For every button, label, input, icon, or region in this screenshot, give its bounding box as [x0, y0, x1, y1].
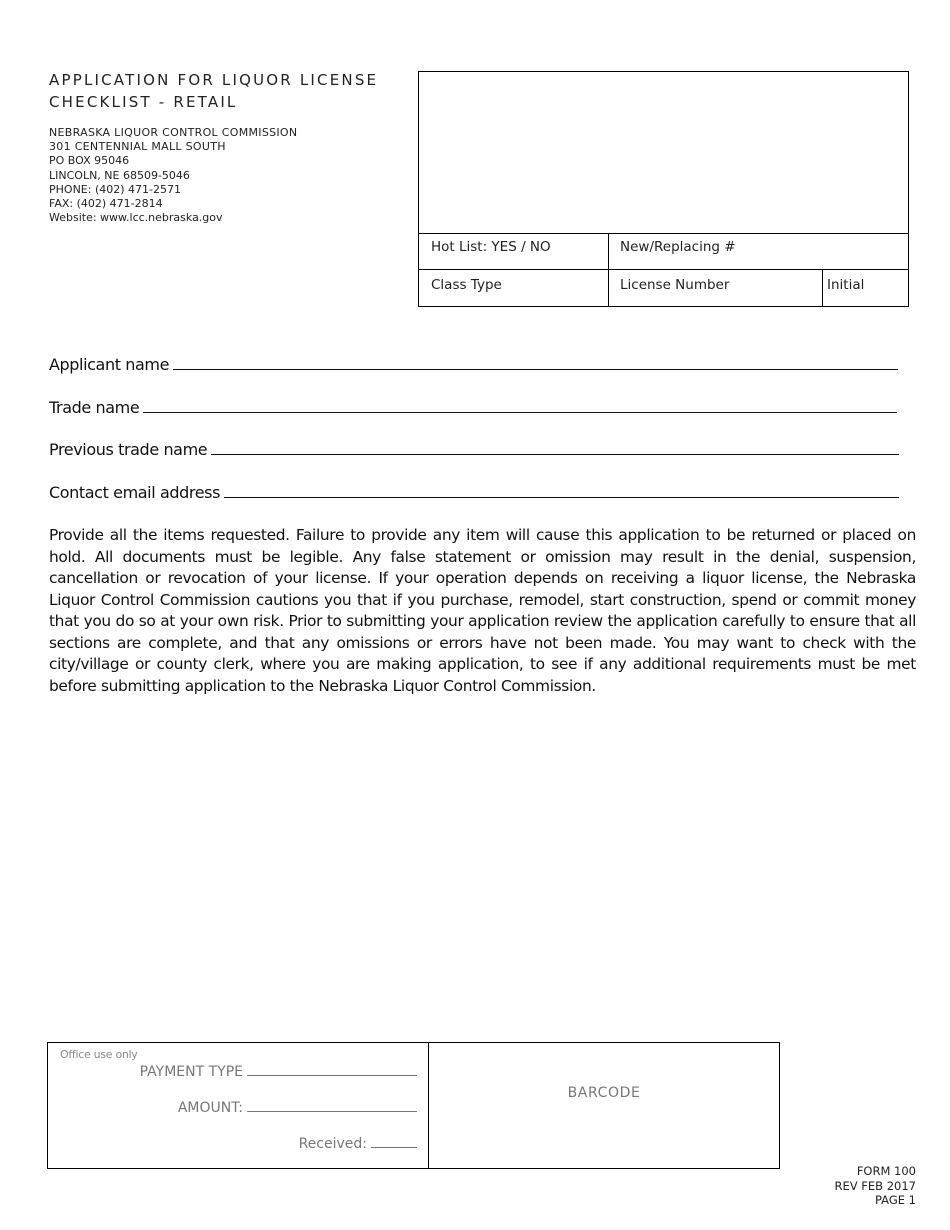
- agency-address: [49, 126, 297, 225]
- applicant-name-label: Applicant name: [49, 355, 170, 374]
- received-label: Received:: [298, 1136, 367, 1152]
- agency-fax: FAX: (402) 471-2814: [49, 197, 163, 211]
- form-footer: [835, 1164, 916, 1208]
- box-divider: [419, 269, 908, 270]
- agency-phone: PHONE: (402) 471-2571: [49, 182, 181, 196]
- payment-type-line[interactable]: [247, 1063, 417, 1076]
- received-row[interactable]: [299, 1135, 417, 1152]
- agency-website: Website: www.lcc.nebraska.gov: [49, 211, 223, 225]
- form-number: FORM 100: [856, 1164, 916, 1178]
- agency-po-box: PO BOX 95046: [49, 154, 130, 168]
- trade-name-input-line[interactable]: [143, 398, 897, 413]
- applicant-name-field[interactable]: [49, 355, 899, 374]
- trade-name-label: Trade name: [49, 398, 140, 417]
- form-title-line2: CHECKLIST - RETAIL: [49, 93, 238, 111]
- agency-city: LINCOLN, NE 68509-5046: [49, 168, 190, 182]
- applicant-name-input-line[interactable]: [173, 355, 898, 370]
- received-line[interactable]: [371, 1135, 417, 1148]
- form-title-line1: APPLICATION FOR LIQUOR LICENSE: [49, 71, 379, 89]
- agency-street: 301 CENTENNIAL MALL SOUTH: [49, 140, 226, 154]
- contact-email-label: Contact email address: [49, 483, 221, 502]
- hot-list-cell[interactable]: Hot List: YES / NO: [431, 239, 551, 255]
- license-number-cell[interactable]: License Number: [620, 277, 730, 293]
- amount-line[interactable]: [247, 1099, 417, 1112]
- box-divider: [822, 269, 823, 306]
- payment-type-row[interactable]: [140, 1063, 417, 1080]
- office-header-box: [418, 71, 909, 307]
- payment-type-label: PAYMENT TYPE: [139, 1064, 243, 1080]
- class-type-cell[interactable]: Class Type: [431, 277, 502, 293]
- office-use-label: Office use only: [60, 1048, 138, 1061]
- form-revision: REV FEB 2017: [834, 1178, 916, 1193]
- page-number: PAGE 1: [874, 1193, 916, 1207]
- amount-label: AMOUNT:: [177, 1100, 243, 1116]
- contact-email-field[interactable]: [49, 483, 899, 502]
- previous-trade-name-field[interactable]: [49, 440, 899, 459]
- initial-cell[interactable]: Initial: [827, 277, 865, 293]
- amount-row[interactable]: [178, 1099, 417, 1116]
- trade-name-field[interactable]: [49, 398, 899, 417]
- previous-trade-name-label: Previous trade name: [49, 440, 208, 459]
- form-title: [49, 69, 378, 113]
- box-divider: [419, 233, 908, 234]
- contact-email-input-line[interactable]: [224, 483, 899, 498]
- box-divider: [608, 233, 609, 306]
- instructions-paragraph: Provide all the items requested. Failure to provide any item will cause this application to be returned or placed on hold. All documents must be legible. Any false statement or omission may result in the denial, suspension, cancellation or revocation of your license. If your operation depends on receiving a liquor license, the Nebraska Liquor Control Commission cautions you that if you purchase, remodel, start construction, spend or commit money that you do so at your own risk. Prior to submitting your application review the application carefully to ensure that all sections are complete, and that any omissions or errors have not been made. You may want to check with the city/village or county clerk, where you are making application, to see if any additional requirements must be met before submitting application to the Nebraska Liquor Control Commission.: [49, 526, 916, 695]
- office-box-divider: [428, 1043, 429, 1168]
- previous-trade-name-input-line[interactable]: [211, 440, 899, 455]
- new-replacing-cell[interactable]: New/Replacing #: [620, 239, 736, 255]
- agency-name: NEBRASKA LIQUOR CONTROL COMMISSION: [49, 126, 298, 139]
- barcode-placeholder: BARCODE: [567, 1085, 641, 1101]
- office-use-box: [47, 1042, 780, 1169]
